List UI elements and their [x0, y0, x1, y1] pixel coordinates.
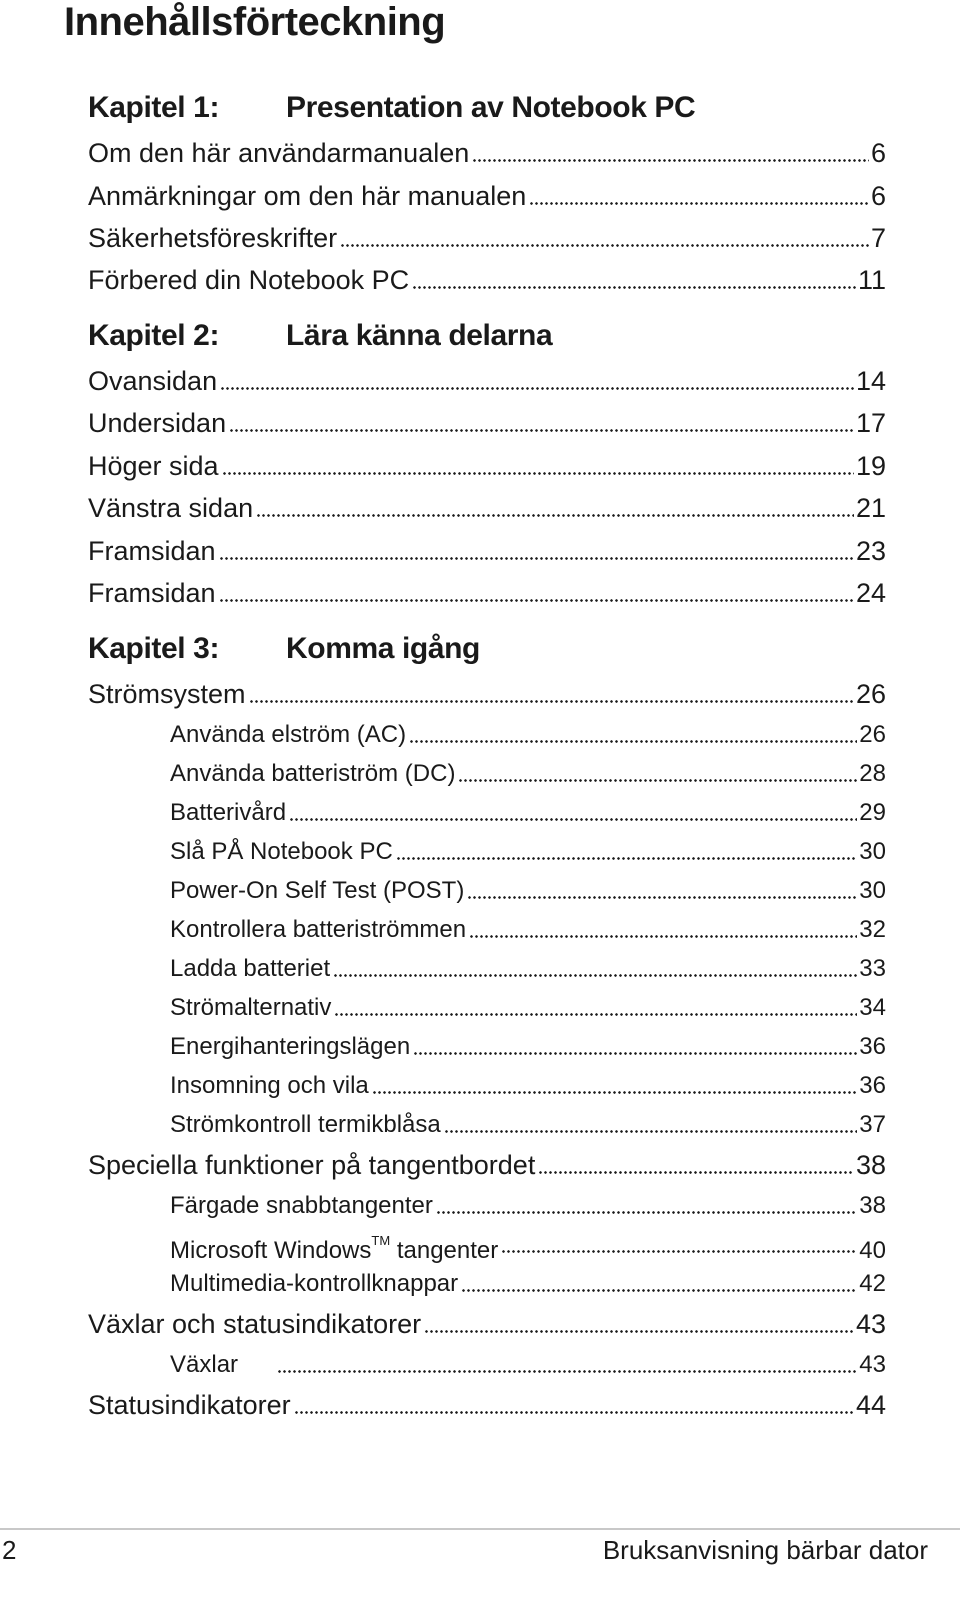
dot-leader	[249, 700, 854, 704]
toc-entry[interactable]	[88, 675, 886, 713]
toc-subentry[interactable]	[170, 757, 886, 791]
dot-leader	[409, 740, 857, 744]
dot-leader	[501, 1250, 857, 1254]
toc-subentry[interactable]	[170, 913, 886, 947]
toc-entry-page: 32	[859, 916, 886, 943]
toc-entry-label: Undersidan	[88, 408, 227, 438]
toc-entry-page: 19	[855, 451, 886, 481]
toc-entry-page: 7	[870, 223, 886, 253]
toc-entry-page: 44	[855, 1390, 886, 1420]
toc-entry-label: Förbered din Notebook PC	[88, 265, 410, 295]
dot-leader	[529, 202, 869, 206]
dot-leader	[396, 857, 858, 861]
toc-entry-label: Framsidan	[88, 578, 216, 608]
dot-leader	[222, 472, 854, 476]
dot-leader	[372, 1091, 858, 1095]
toc-entry-label: Power-On Self Test (POST)	[170, 877, 465, 904]
toc-entry[interactable]	[88, 219, 886, 257]
dot-leader	[469, 935, 857, 939]
toc-entry-page: 23	[855, 536, 886, 566]
dot-leader	[472, 159, 869, 163]
footer-page-number: 2	[2, 1535, 17, 1565]
toc-subentry[interactable]	[170, 1348, 886, 1382]
toc-entry-page: 26	[855, 679, 886, 709]
dot-leader	[289, 818, 857, 822]
toc-entry-page: 38	[855, 1150, 886, 1180]
toc-entry[interactable]	[88, 574, 886, 612]
toc-entry[interactable]	[88, 1146, 886, 1184]
toc-entry[interactable]	[88, 177, 886, 215]
toc-entry-label: Växlar	[170, 1351, 239, 1378]
toc-entry-page: 30	[859, 877, 886, 904]
chapter-label: Kapitel 3:	[88, 632, 220, 665]
dot-leader	[294, 1411, 854, 1415]
toc-entry-page: 17	[855, 408, 886, 438]
dot-leader	[220, 387, 854, 391]
toc-subentry[interactable]	[170, 1108, 886, 1142]
toc-subentry[interactable]	[170, 1069, 886, 1103]
toc-subentry[interactable]	[170, 991, 886, 1025]
toc-subentry[interactable]	[170, 952, 886, 986]
toc-subentry[interactable]	[170, 718, 886, 752]
toc-entry[interactable]	[88, 261, 886, 299]
toc-subentry[interactable]	[170, 1189, 886, 1223]
toc-subentry[interactable]	[170, 835, 886, 869]
dot-leader	[334, 1013, 857, 1017]
toc-entry-label: Strömkontroll termikblåsa	[170, 1111, 441, 1138]
dot-leader	[538, 1171, 854, 1175]
dot-leader	[413, 1052, 857, 1056]
dot-leader	[458, 779, 857, 783]
toc-entry-page: 42	[859, 1270, 886, 1297]
toc-entry-label: Höger sida	[88, 451, 219, 481]
dot-leader	[340, 244, 869, 248]
toc-subentry[interactable]	[170, 874, 886, 908]
toc-entry[interactable]	[88, 134, 886, 172]
toc-entry-label: Strömsystem	[88, 679, 246, 709]
toc-entry-label: Slå PÅ Notebook PC	[170, 838, 393, 865]
page-title: Innehållsförteckning	[64, 0, 446, 44]
toc-entry-label: Kontrollera batteriströmmen	[170, 916, 467, 943]
dot-leader	[219, 557, 854, 561]
toc-entry[interactable]	[88, 489, 886, 527]
toc-entry-page: 6	[870, 138, 886, 168]
toc-entry-label	[170, 1228, 498, 1268]
toc-entry-page: 11	[857, 265, 886, 295]
dot-leader	[467, 896, 857, 900]
chapter-title: Presentation av Notebook PC	[286, 91, 696, 124]
toc-entry-label-main: Microsoft Windows	[170, 1237, 372, 1264]
toc-entry-page: 40	[859, 1237, 886, 1264]
dot-leader	[219, 599, 854, 603]
toc-entry[interactable]	[88, 447, 886, 485]
toc-entry-page: 14	[855, 366, 886, 396]
toc-entry-label: Vänstra sidan	[88, 493, 254, 523]
toc-entry-label: Batterivård	[170, 799, 287, 826]
dot-leader	[424, 1330, 854, 1334]
toc-entry-label: Framsidan	[88, 536, 216, 566]
footer-document-title: Bruksanvisning bärbar dator	[602, 1535, 928, 1565]
toc-entry-label: Anmärkningar om den här manualen	[88, 181, 527, 211]
toc-entry-page: 24	[855, 578, 886, 608]
toc-entry-page: 26	[859, 721, 886, 748]
dot-leader	[333, 974, 857, 978]
toc-subentry[interactable]	[170, 796, 886, 830]
toc-entry-page: 30	[859, 838, 886, 865]
toc-entry-page: 29	[859, 799, 886, 826]
chapter-label: Kapitel 1:	[88, 91, 220, 124]
toc-entry-label: Färgade snabbtangenter	[170, 1192, 433, 1219]
chapter-title: Lära känna delarna	[286, 319, 553, 352]
toc-entry-label: Statusindikatorer	[88, 1390, 291, 1420]
toc-entry-page: 37	[859, 1111, 886, 1138]
dot-leader	[229, 429, 854, 433]
toc-entry-label: Använda elström (AC)	[170, 721, 407, 748]
toc-entry-label: Om den här användarmanualen	[88, 138, 470, 168]
toc-entry[interactable]	[88, 404, 886, 442]
toc-entry-page: 6	[870, 181, 886, 211]
toc-entry-page: 43	[855, 1309, 886, 1339]
toc-entry-page: 33	[859, 955, 886, 982]
toc-entry-page: 34	[859, 994, 886, 1021]
toc-entry[interactable]	[88, 1305, 886, 1343]
toc-entry-label: Säkerhetsföreskrifter	[88, 223, 338, 253]
toc-entry[interactable]	[88, 362, 886, 400]
toc-entry-page: 43	[859, 1351, 886, 1378]
toc-entry[interactable]	[88, 532, 886, 570]
toc-entry-label: Använda batteriström (DC)	[170, 760, 456, 787]
toc-entry-page: 36	[859, 1072, 886, 1099]
toc-subentry[interactable]	[170, 1228, 886, 1262]
dot-leader	[256, 514, 854, 518]
toc-entry-label: Växlar och statusindikatorer	[88, 1309, 422, 1339]
toc-entry-label: Energihanteringslägen	[170, 1033, 411, 1060]
dot-leader	[412, 286, 856, 290]
toc-entry-label-suffix: tangenter	[396, 1237, 499, 1264]
chapter-label: Kapitel 2:	[88, 319, 220, 352]
toc-entry-page: 36	[859, 1033, 886, 1060]
toc-entry-label: Ovansidan	[88, 366, 218, 396]
toc-entry-label: Speciella funktioner på tangentbordet	[88, 1150, 536, 1180]
toc-subentry[interactable]	[170, 1267, 886, 1301]
toc-entry-page: 38	[859, 1192, 886, 1219]
dot-leader	[461, 1289, 857, 1293]
trademark-superscript: TM	[371, 1233, 391, 1248]
toc-entry-label: Multimedia-kontrollknappar	[170, 1270, 459, 1297]
toc-entry[interactable]	[88, 1386, 886, 1424]
toc-entry-page: 28	[859, 760, 886, 787]
toc-subentry[interactable]	[170, 1030, 886, 1064]
toc-entry-label: Ladda batteriet	[170, 955, 331, 982]
toc-entry-label: Strömalternativ	[170, 994, 332, 1021]
dot-leader	[444, 1130, 858, 1134]
dot-leader	[277, 1370, 857, 1374]
toc-entry-page: 21	[855, 493, 886, 523]
chapter-title: Komma igång	[286, 632, 480, 665]
footer-divider	[0, 1528, 960, 1530]
dot-leader	[436, 1211, 857, 1215]
toc-entry-label: Insomning och vila	[170, 1072, 369, 1099]
